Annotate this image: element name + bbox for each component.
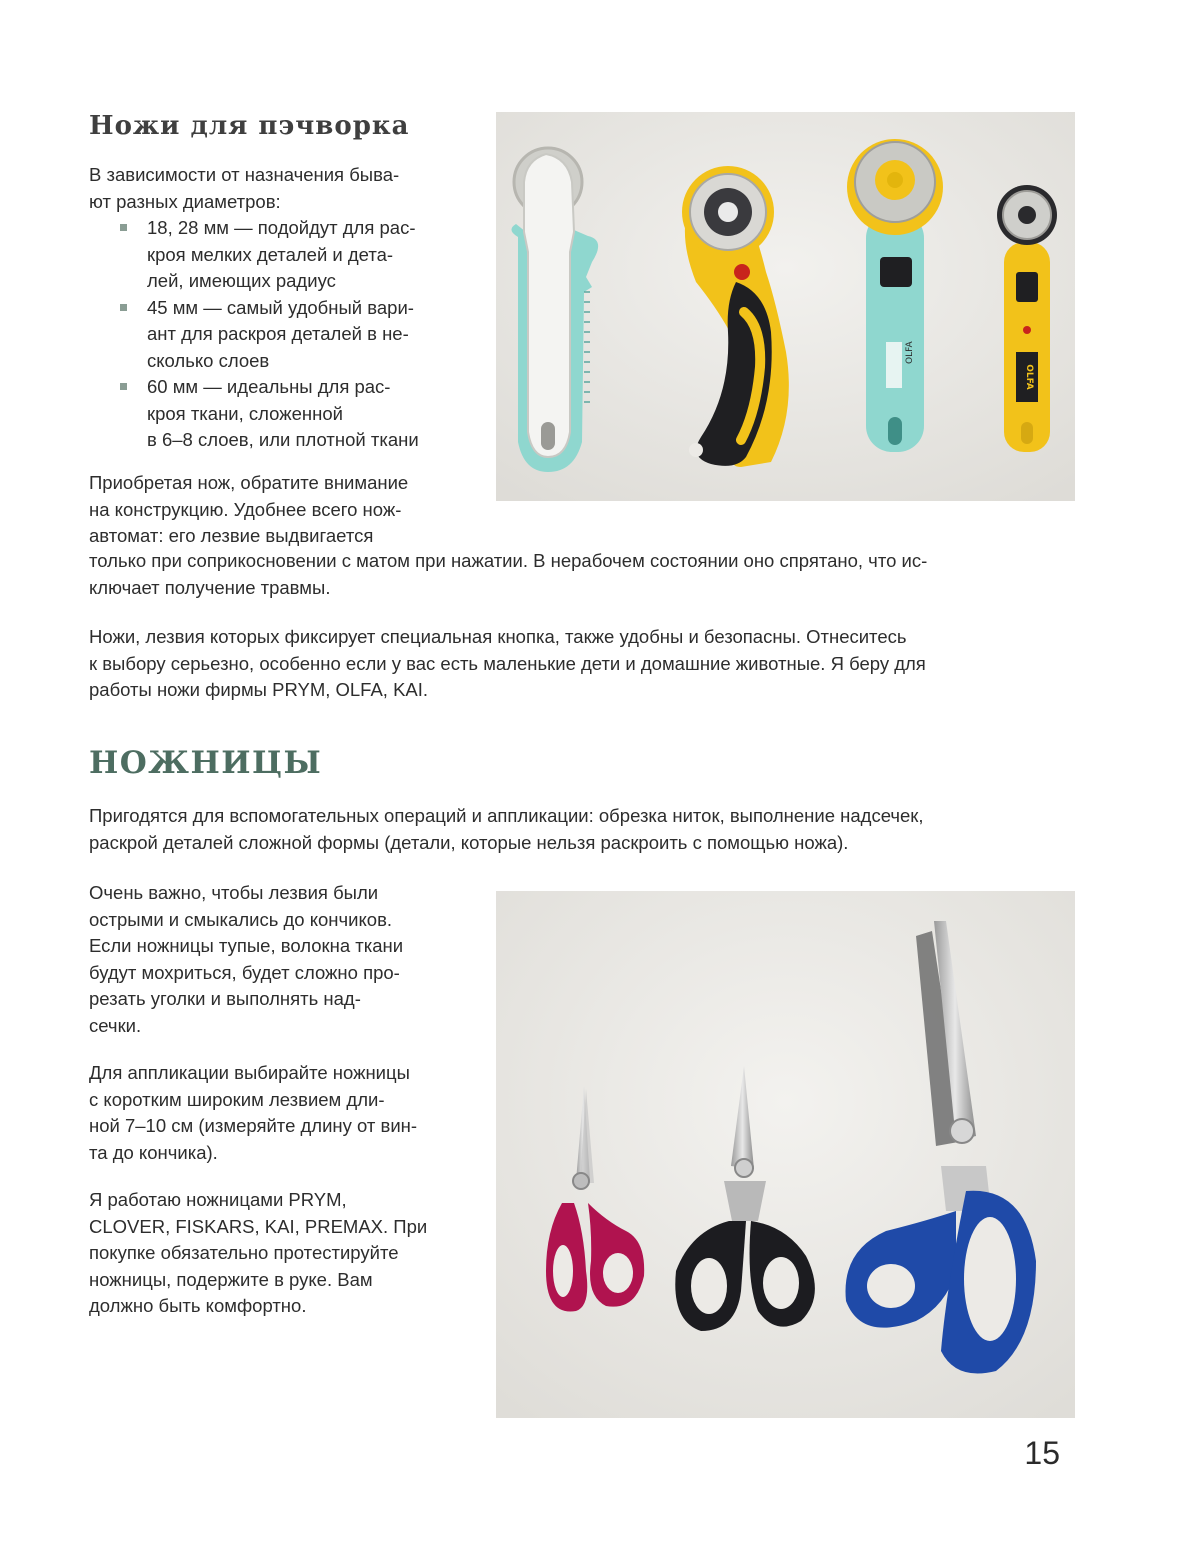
text-line: CLOVER, FISKARS, KAI, PREMAX. При [89, 1215, 428, 1237]
text-line: В зависимости от назначения быва- [89, 164, 400, 185]
list-item [89, 374, 489, 454]
text-line: Если ножницы тупые, волокна ткани [89, 935, 404, 956]
bullet-icon [120, 383, 127, 390]
text-line: Для аппликации выбирайте ножницы [89, 1062, 410, 1083]
text-line: ножницы, подержите в руке. Вам [89, 1268, 373, 1290]
olfa-logo-text: OLFA [905, 341, 915, 364]
text-line: 60 мм — идеальны для рас- [147, 376, 391, 397]
text-line: с коротким широким лезвием дли- [89, 1088, 385, 1110]
text-line: работы ножи фирмы PRYM, OLFA, KAI. [89, 679, 429, 700]
text-line: Приобретая нож, обратите внимание [89, 472, 409, 493]
text-line: сколько слоев [147, 349, 270, 371]
scissors-applique-paragraph [89, 1060, 489, 1166]
rotary-cutters-illustration [496, 112, 1075, 501]
text-line: автомат: его лезвие выдвигается [89, 525, 374, 546]
small-yellow-rotary-cutter [997, 185, 1057, 452]
page-number: 15 [1024, 1435, 1060, 1471]
text-line: Ножи, лезвия которых фиксирует специальная кнопка, также удобны и безопасны. Отнеситесь [89, 626, 907, 647]
knives-intro [89, 162, 479, 215]
list-item [89, 215, 489, 295]
text-line: к выбору серьезно, особенно если у вас есть маленькие дети и домашние животные. Я беру для [89, 652, 926, 674]
text-line: Пригодятся для вспомогательных операций и аппликации: обрезка ниток, выполнение надсечек, [89, 805, 924, 826]
olfa-logo-text: OLFA [1024, 364, 1034, 390]
text-line: сечки. [89, 1014, 142, 1036]
text-line: на конструкцию. Удобнее всего нож- [89, 498, 402, 520]
text-line: ют разных диаметров: [89, 190, 281, 212]
rotary-cutters-photo [496, 112, 1075, 501]
text-line: Я работаю ножницами PRYM, [89, 1189, 347, 1210]
text-line: Очень важно, чтобы лезвия были [89, 882, 379, 903]
scissors-illustration [496, 891, 1075, 1418]
scissors-photo [496, 891, 1075, 1418]
text-line: резать уголки и выполнять над- [89, 988, 361, 1009]
bullet-icon [120, 224, 127, 231]
diameter-list [89, 215, 489, 454]
text-line: ключает получение травмы. [89, 576, 331, 598]
text-line: будут мохриться, будет сложно про- [89, 961, 400, 983]
list-item [89, 295, 489, 375]
scissors-heading: НОЖНИЦЫ [89, 745, 323, 781]
bullet-icon [120, 304, 127, 311]
text-line: та до кончика). [89, 1141, 218, 1163]
text-line: покупке обязательно протестируйте [89, 1242, 399, 1263]
text-line: должно быть комфортно. [89, 1295, 307, 1316]
text-line: кроя ткани, сложенной [147, 402, 343, 424]
text-line: кроя мелких деталей и дета- [147, 243, 394, 265]
text-line: лей, имеющих радиус [147, 270, 336, 291]
text-line: 18, 28 мм — подойдут для рас- [147, 217, 416, 238]
text-line: раскрой деталей сложной формы (детали, которые нельзя раскроить с помощью ножа). [89, 831, 849, 853]
scissors-brands-paragraph [89, 1187, 489, 1320]
scissors-use-paragraph [89, 803, 1089, 856]
text-line: ант для раскроя деталей в не- [147, 323, 409, 344]
text-line: 45 мм — самый удобный вари- [147, 296, 414, 318]
text-line: ной 7–10 см (измеряйте длину от вин- [89, 1115, 418, 1136]
text-line: острыми и смыкались до кончиков. [89, 908, 393, 930]
text-line: только при соприкосновении с матом при нажатии. В нерабочем состоянии оно спрятано, что ис- [89, 550, 928, 571]
knives-buy-paragraph-cont [89, 548, 1079, 601]
text-line: в 6–8 слоев, или плотной ткани [147, 429, 419, 450]
knives-buy-paragraph [89, 470, 489, 550]
knives-heading: Ножи для пэчворка [89, 111, 410, 141]
knives-button-paragraph [89, 624, 1079, 704]
scissors-sharp-paragraph [89, 880, 489, 1039]
